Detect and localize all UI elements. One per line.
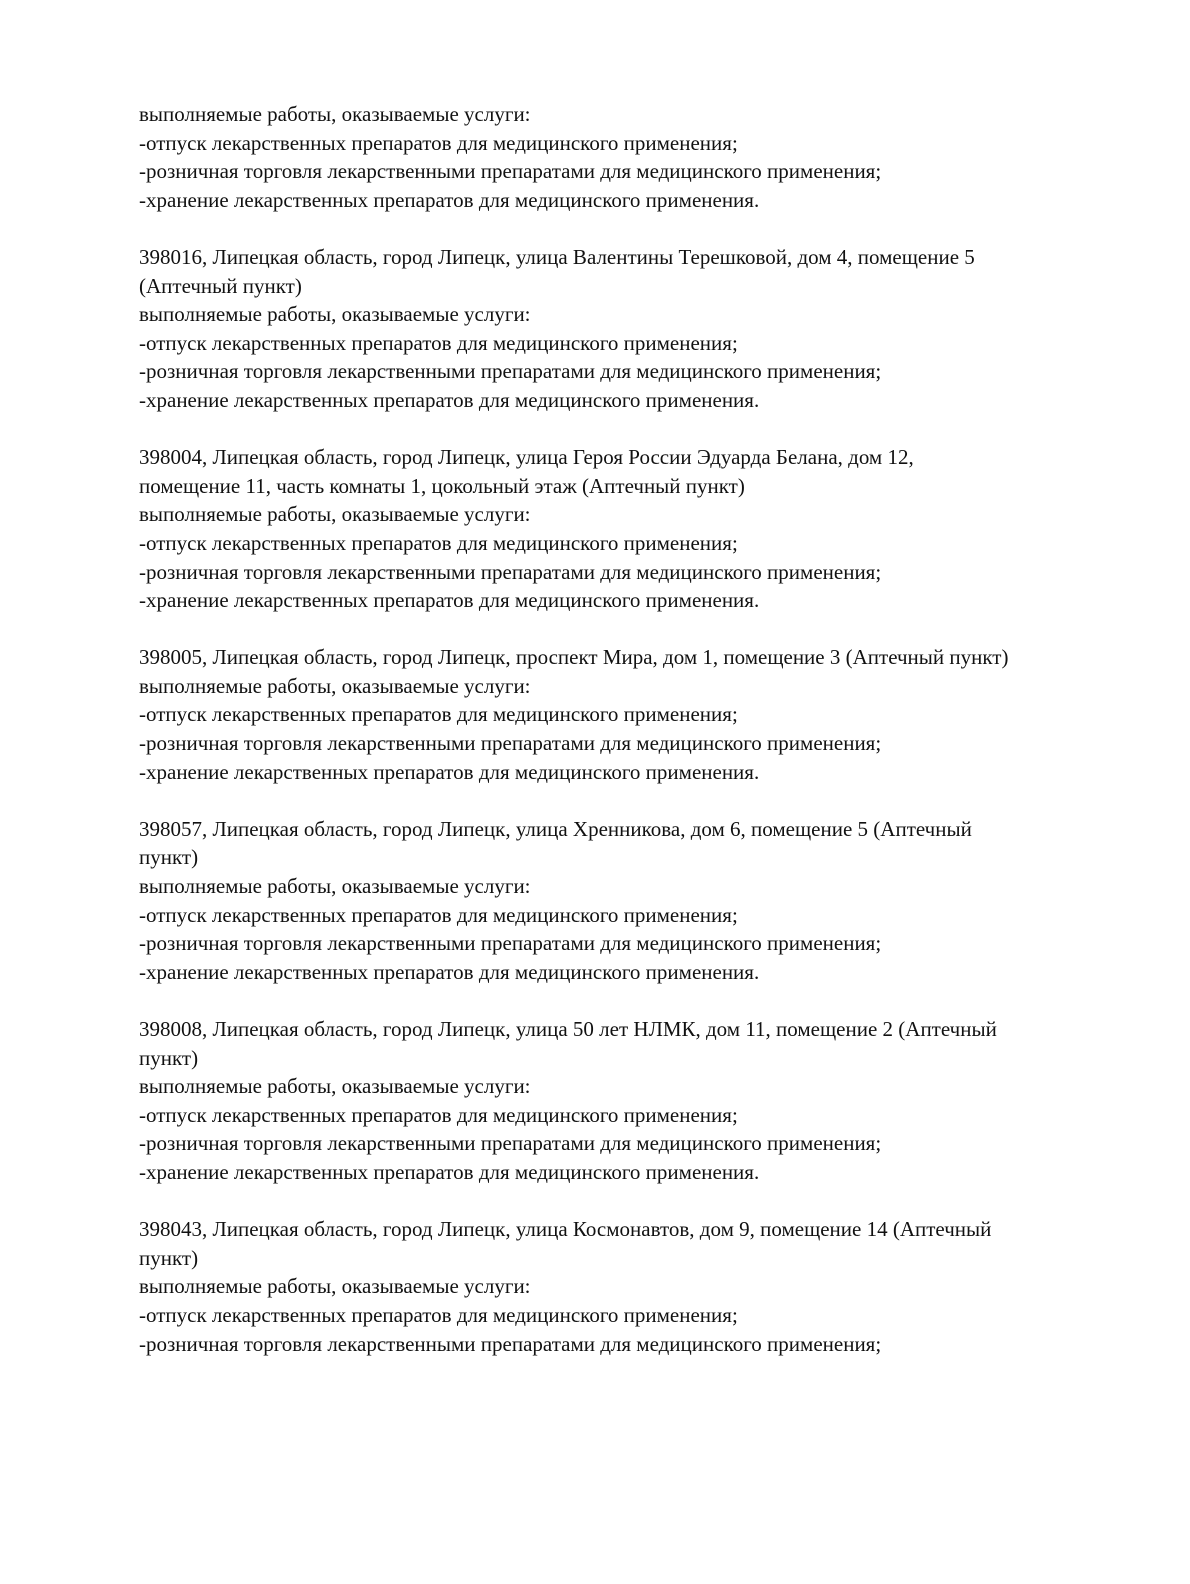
services-heading: выполняемые работы, оказываемые услуги: bbox=[139, 102, 531, 126]
service-item: -отпуск лекарственных препаратов для медицинского применения; bbox=[139, 902, 738, 927]
pharmacy-entry bbox=[139, 643, 1149, 786]
service-item: -отпуск лекарственных препаратов для медицинского применения; bbox=[139, 1302, 738, 1327]
address-line: 398016, Липецкая область, город Липецк, улица Валентины Терешковой, дом 4, помещение 5 bbox=[139, 244, 975, 269]
address-line: 398004, Липецкая область, город Липецк, улица Героя России Эдуарда Белана, дом 12, bbox=[139, 445, 914, 470]
address-line: 398005, Липецкая область, город Липецк, проспект Мира, дом 1, помещение 3 (Аптечный пункт) bbox=[139, 645, 1009, 670]
address-line: 398008, Липецкая область, город Липецк, улица 50 лет НЛМК, дом 11, помещение 2 (Аптечный bbox=[139, 1017, 997, 1041]
service-item: -отпуск лекарственных препаратов для медицинского применения; bbox=[139, 530, 738, 555]
service-item: -отпуск лекарственных препаратов для медицинского применения; bbox=[139, 330, 738, 355]
pharmacy-entry bbox=[139, 443, 1149, 615]
service-item: -хранение лекарственных препаратов для медицинского применения. bbox=[139, 588, 760, 613]
service-item: -розничная торговля лекарственными препаратами для медицинского применения; bbox=[139, 931, 882, 956]
address-line: пункт) bbox=[139, 1045, 199, 1070]
pharmacy-entry bbox=[139, 1015, 1149, 1187]
services-heading: выполняемые работы, оказываемые услуги: bbox=[139, 1274, 531, 1299]
address-line: помещение 11, часть комнаты 1, цокольный этаж (Аптечный пункт) bbox=[139, 473, 745, 498]
services-heading: выполняемые работы, оказываемые услуги: bbox=[139, 502, 531, 527]
service-item: -розничная торговля лекарственными препаратами для медицинского применения; bbox=[139, 1331, 882, 1356]
services-heading: выполняемые работы, оказываемые услуги: bbox=[139, 673, 531, 698]
service-item: -хранение лекарственных препаратов для медицинского применения. bbox=[139, 1159, 760, 1184]
pharmacy-entry bbox=[139, 815, 1149, 987]
service-item: -хранение лекарственных препаратов для медицинского применения. bbox=[139, 187, 760, 212]
service-item: -розничная торговля лекарственными препаратами для медицинского применения; bbox=[139, 559, 882, 584]
service-item: -хранение лекарственных препаратов для медицинского применения. bbox=[139, 759, 760, 784]
address-line: 398057, Липецкая область, город Липецк, улица Хренникова, дом 6, помещение 5 (Аптечный bbox=[139, 816, 972, 841]
service-item: -розничная торговля лекарственными препаратами для медицинского применения; bbox=[139, 359, 882, 384]
pharmacy-entry bbox=[139, 1215, 1149, 1358]
service-item: -отпуск лекарственных препаратов для медицинского применения; bbox=[139, 702, 738, 727]
service-item: -розничная торговля лекарственными препаратами для медицинского применения; bbox=[139, 731, 882, 756]
services-heading: выполняемые работы, оказываемые услуги: bbox=[139, 302, 531, 327]
address-line: (Аптечный пункт) bbox=[139, 273, 302, 298]
services-heading: выполняемые работы, оказываемые услуги: bbox=[139, 874, 531, 899]
service-item: -хранение лекарственных препаратов для медицинского применения. bbox=[139, 959, 760, 984]
address-line: 398043, Липецкая область, город Липецк, улица Космонавтов, дом 9, помещение 14 (Аптечный bbox=[139, 1217, 992, 1242]
service-item: -розничная торговля лекарственными препаратами для медицинского применения; bbox=[139, 1131, 882, 1156]
service-item: -отпуск лекарственных препаратов для медицинского применения; bbox=[139, 1102, 738, 1127]
address-line: пункт) bbox=[139, 1245, 199, 1270]
services-heading: выполняемые работы, оказываемые услуги: bbox=[139, 1074, 531, 1099]
document-page bbox=[139, 100, 1149, 1387]
pharmacy-entry bbox=[139, 100, 1149, 214]
service-item: -хранение лекарственных препаратов для медицинского применения. bbox=[139, 387, 760, 412]
address-line: пункт) bbox=[139, 845, 199, 870]
pharmacy-entry bbox=[139, 243, 1149, 415]
service-item: -розничная торговля лекарственными препаратами для медицинского применения; bbox=[139, 159, 882, 184]
service-item: -отпуск лекарственных препаратов для медицинского применения; bbox=[139, 130, 738, 155]
